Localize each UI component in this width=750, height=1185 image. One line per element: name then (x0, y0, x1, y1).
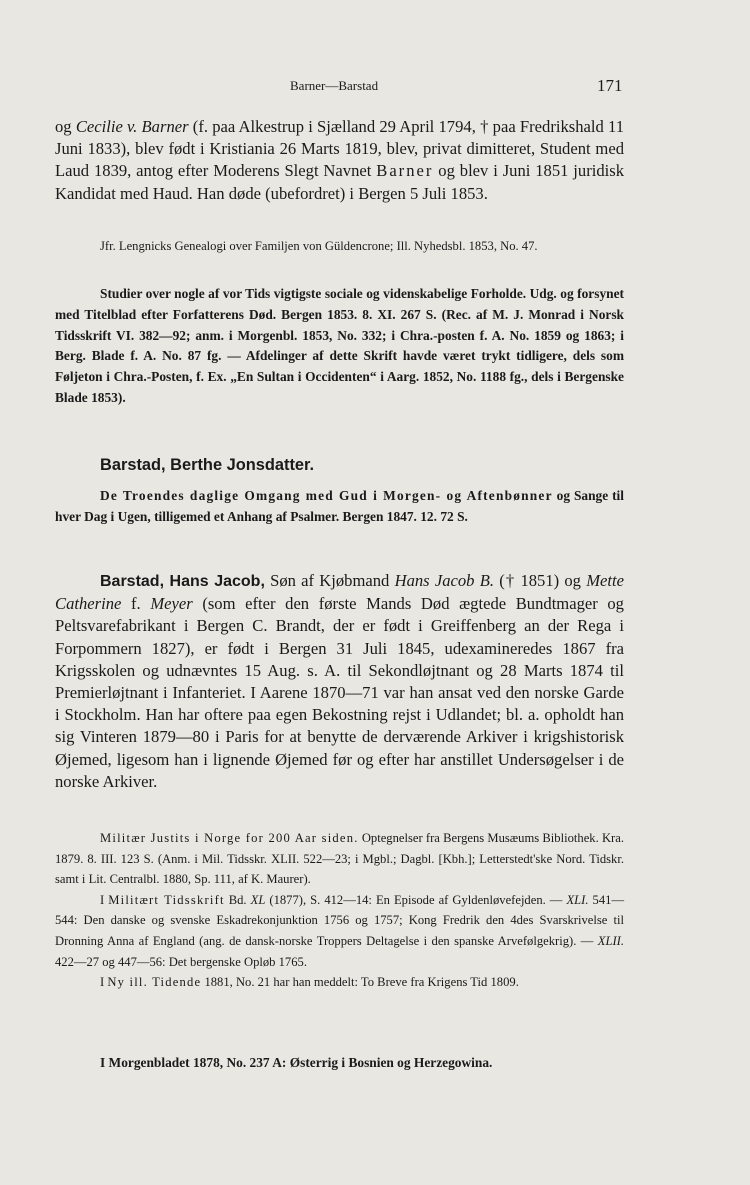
barner-reference-text: Jfr. Lengnicks Genealogi over Familjen von Güldencrone; Ill. Nyhedsbl. 1853, No. 47. (100, 239, 538, 253)
page-number: 171 (597, 76, 623, 95)
hans-ref-2-e: 422—27 og 447—56: Det bergenske Opløb 1765. (55, 954, 307, 969)
barner-spaced-name: Barner (376, 161, 434, 181)
hans-ref-1-rest: Optegnelser fra Bergens Musæums Bibliothek. Kra. 1879. 8. III. 123 S. (Anm. i Mil. Tidsskr. XLII. 522—23; i Mgbl.; Dagbl. [Kbh.]; Letterstedt'ske Nord. Tidskr. samt i Lit. Centralbl. 1880, Sp. 111, af K. Maurer). (55, 831, 624, 887)
hans-text-1: Søn af Kjøbmand (270, 571, 390, 590)
hans-text-4: (som efter den første Mands Død ægtede Bundtmager og Peltsvarefabrikant i Bergen C. Brandt, der er født i Greiffenberg an der Rega i Forpommern 1827), er født i Bergen 31 Juli 1845, udexamineredes 1867 fra Krigsskolen og udnævntes 15 Aug. s. A. til Sekondløjtnant og 28 Marts 1874 til Premierløjtnant i Infanteriet. I Aarene 1870—71 var han ansat ved den norske Garde i Stockholm. Han har oftere paa egen Bekostning rejst i Udlandet; bl. a. opholdt han sig Vinteren 1879—80 i Paris for at benytte de derværende Arkiver i krigshistorisk Øjemed, ligesom han i lignende Øjemed før og efter har anstillet Undersøgelser i de norske Arkiver. (55, 594, 624, 791)
hans-ref-3-title: Ny ill. Tidende (107, 975, 202, 990)
barner-works (55, 284, 624, 409)
berthe-heading: Barstad, Berthe Jonsdatter. (100, 456, 315, 474)
barner-text-c: og blev i Juni 1851 juridisk Kandidat med Haud. Han døde (ubefordret) i Bergen 5 Juli 1853. (55, 161, 625, 203)
barner-entry-continuation (55, 116, 624, 205)
barner-mother-name: Cecilie v. Barner (75, 117, 189, 136)
barner-works-text: Studier over nogle af vor Tids vigtigste sociale og videnskabelige Forholde. Udg. og forsynet med Titelblad efter Forfatterens Død. Bergen 1853. 8. XI. 267 S. (Rec. af M. J. Monrad i Norsk Tidsskrift VI. 382—92; anm. i Morgenbl. 1853, No. 332; i Chra.-posten f. A. No. 1859 og 1863; i Berg. Blade f. A. No. 87 fg. — Afdelinger af dette Skrift havde været trykt tidligere, dels som Føljeton i Chra.-Posten, f. Ex. „En Sultan i Occidenten“ i Aarg. 1852, No. 1188 fg., dels i Bergenske Blade 1853). (55, 286, 624, 405)
hans-ref-2-d: 541—544: Den danske og svenske Eskadrekonjunktion 1756 og 1757; Kong Fredrik den 4des Svarskrivelse til Dronning Anna af England (ang. de dansk-norske Troppers Deltagelse i den spanske Arvefølgekrig). — (55, 892, 625, 948)
hans-last-line (55, 1053, 624, 1074)
hans-text-2: († 1851) og (499, 571, 581, 590)
hans-mother: Mette Catherine (55, 571, 624, 614)
hans-ref-2-vol1: XL (250, 892, 266, 907)
hans-ref-2-c: (1877), S. 412—14: En Episode af Gyldenløvefejden. — (269, 892, 563, 907)
hans-ref-3-a: I (100, 975, 105, 990)
berthe-works (55, 486, 624, 528)
barner-reference (55, 236, 624, 257)
hans-mother-surname: Meyer (150, 594, 193, 614)
hans-ref-2-title: Militært Tidsskrift (108, 892, 225, 907)
hans-father: Hans Jacob B. (394, 571, 494, 590)
hans-ref-2-vol3: XLII. (597, 933, 624, 948)
berthe-works-rest: og Sange til hver Dag i Ugen, tilligemed et Anhang af Psalmer. Bergen 1847. 12. 72 S. (55, 488, 624, 524)
hans-ref-1 (55, 828, 624, 890)
hans-ref-1-title: Militær Justits i Norge for 200 Aar siden. (100, 831, 359, 845)
hans-references (55, 828, 624, 993)
hans-ref-2 (55, 890, 624, 972)
hans-ref-3 (55, 972, 624, 993)
hans-heading: Barstad, Hans Jacob, (100, 573, 265, 590)
berthe-works-title: De Troendes daglige Omgang med Gud i Morgen- og Aftenbønner (100, 488, 553, 503)
hans-ref-2-b: Bd. (228, 892, 247, 907)
hans-ref-2-vol2: XLI. (566, 892, 589, 907)
hans-ref-2-a: I (100, 892, 105, 907)
hans-ref-3-b: 1881, No. 21 har han meddelt: To Breve fra Krigens Tid 1809. (204, 975, 519, 990)
hans-text-3: f. (131, 594, 141, 614)
barner-text-b: (f. paa Alkestrup i Sjælland 29 April 1794, † paa Fredrikshald 11 Juni 1833), blev født i Kristiania 26 Marts 1819, blev, privat dimitteret, Student med Laud 1839, antog efter Moderens Slegt Navnet (55, 117, 624, 181)
hans-last-text: I Morgenbladet 1878, No. 237 A: Østerrig i Bosnien og Herzegowina. (100, 1055, 493, 1070)
hans-entry (55, 570, 624, 793)
running-title: Barner—Barstad (290, 78, 379, 93)
barner-text-a: og (55, 117, 72, 136)
berthe-entry (55, 456, 624, 475)
